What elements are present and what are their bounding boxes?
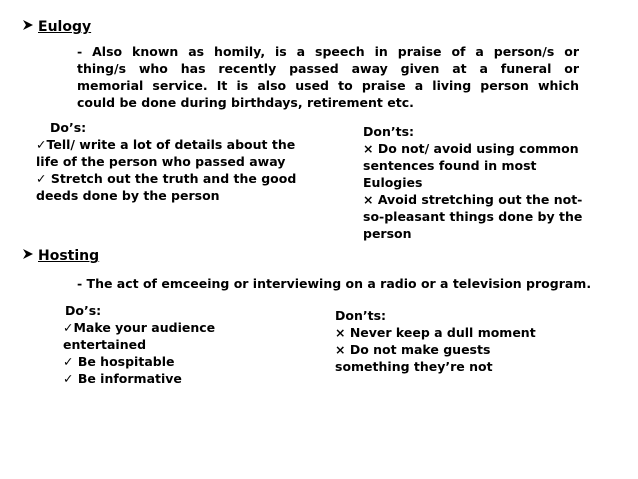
eulogy-dos-item: ✓Tell/ write a lot of details about the bbox=[36, 137, 296, 152]
eulogy-dos-item: deeds done by the person bbox=[36, 188, 220, 203]
hosting-donts-item: something they’re not bbox=[335, 359, 493, 374]
eulogy-heading-text: Eulogy bbox=[38, 19, 92, 35]
eulogy-dos bbox=[36, 119, 296, 204]
eulogy-donts-title: Don’ts: bbox=[363, 124, 415, 139]
hosting-donts-item: × Never keep a dull moment bbox=[335, 325, 536, 340]
eulogy-description-line: could be done during birthdays, retirement etc. bbox=[77, 95, 414, 110]
hosting-description-line: - The act of emceeing or interviewing on a radio or a television program. bbox=[77, 276, 592, 291]
eulogy-donts-item: Eulogies bbox=[363, 175, 423, 190]
hosting-heading bbox=[22, 248, 99, 264]
hosting-dos-item: ✓Make your audience bbox=[63, 320, 216, 335]
hosting-donts-item: × Do not make guests bbox=[335, 342, 491, 357]
hosting-description bbox=[77, 275, 591, 292]
eulogy-dos-title: Do’s: bbox=[50, 120, 87, 135]
eulogy-dos-item: life of the person who passed away bbox=[36, 154, 286, 169]
hosting-dos bbox=[63, 302, 215, 387]
arrow-bullet-icon bbox=[22, 19, 34, 35]
eulogy-dos-item: ✓ Stretch out the truth and the good bbox=[36, 171, 297, 186]
eulogy-donts-item: sentences found in most bbox=[363, 158, 537, 173]
eulogy-description-line: thing/s who has recently passed away given at a funeral or bbox=[77, 61, 579, 76]
hosting-dos-item: ✓ Be informative bbox=[63, 371, 182, 386]
eulogy-donts-item: so-pleasant things done by the bbox=[363, 209, 583, 224]
eulogy-donts-item: × Avoid stretching out the not- bbox=[363, 192, 583, 207]
hosting-donts bbox=[335, 307, 536, 375]
hosting-dos-item: entertained bbox=[63, 337, 147, 352]
eulogy-description-line: - Also known as homily, is a speech in praise of a person/s or bbox=[77, 44, 579, 59]
eulogy-donts-item: person bbox=[363, 226, 412, 241]
eulogy-heading bbox=[22, 19, 91, 35]
arrow-bullet-icon bbox=[22, 248, 34, 264]
hosting-dos-item: ✓ Be hospitable bbox=[63, 354, 175, 369]
eulogy-donts-item: × Do not/ avoid using common bbox=[363, 141, 579, 156]
eulogy-donts bbox=[363, 123, 582, 242]
hosting-donts-title: Don’ts: bbox=[335, 308, 387, 323]
eulogy-description bbox=[77, 43, 579, 111]
hosting-heading-text: Hosting bbox=[38, 248, 100, 264]
hosting-dos-title: Do’s: bbox=[65, 303, 102, 318]
eulogy-description-line: memorial service. It is also used to praise a living person which bbox=[77, 78, 579, 93]
